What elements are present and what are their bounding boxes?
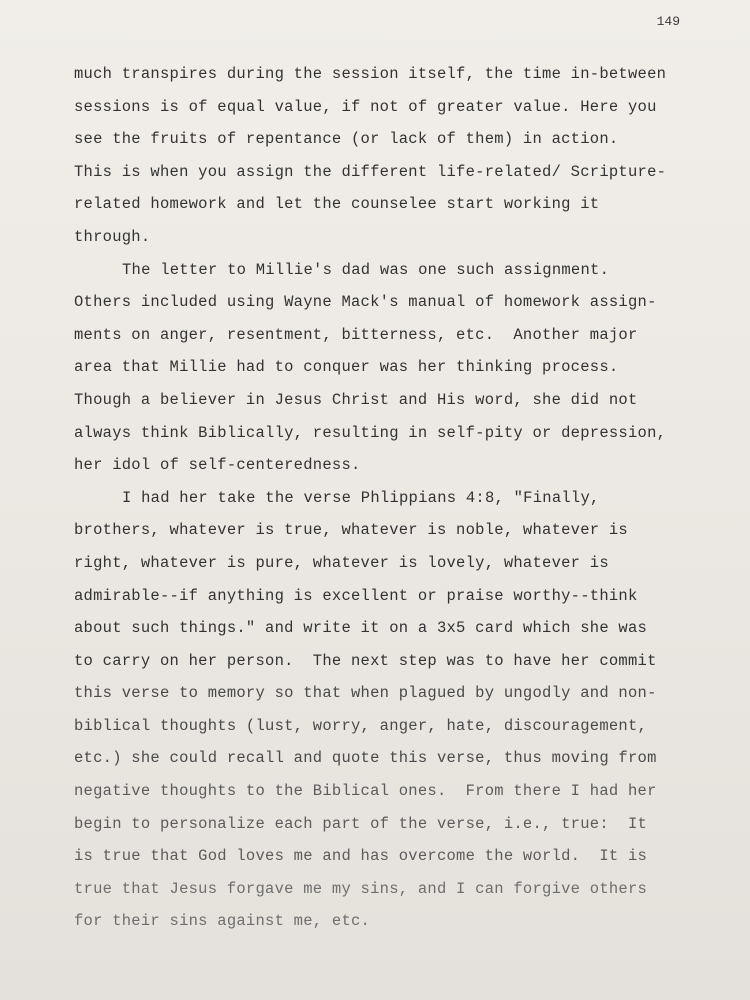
text-line: to carry on her person. The next step was to have her commit <box>74 651 657 670</box>
text-line: etc.) she could recall and quote this verse, thus moving from <box>74 749 657 768</box>
text-line: much transpires during the session itself, the time in-between <box>74 65 667 83</box>
text-line: area that Millie had to conquer was her thinking process. <box>74 358 619 377</box>
text-line: through. <box>74 227 151 246</box>
text-line: Others included using Wayne Mack's manual of homework assign- <box>74 293 657 312</box>
body-text <box>74 58 714 938</box>
text-line: brothers, whatever is true, whatever is noble, whatever is <box>74 521 628 540</box>
text-line: admirable--if anything is excellent or praise worthy--think <box>74 586 638 605</box>
text-line: about such things." and write it on a 3x5 card which she was <box>74 619 648 638</box>
text-line: biblical thoughts (lust, worry, anger, hate, discouragement, <box>74 716 648 735</box>
text-line: see the fruits of repentance (or lack of them) in action. <box>74 130 619 149</box>
text-line: ments on anger, resentment, bitterness, etc. Another major <box>74 325 638 344</box>
text-line: begin to personalize each part of the verse, i.e., true: It <box>74 814 648 833</box>
paragraph-start-line: I had her take the verse Phlippians 4:8, "Finally, <box>122 488 600 507</box>
page-number: 149 <box>656 14 680 29</box>
text-line: related homework and let the counselee start working it <box>74 195 600 214</box>
text-line: this verse to memory so that when plagued by ungodly and non- <box>74 684 657 703</box>
text-line: is true that God loves me and has overcome the world. It is <box>74 847 648 866</box>
text-line: right, whatever is pure, whatever is lovely, whatever is <box>74 553 609 572</box>
text-line: negative thoughts to the Biblical ones. From there I had her <box>74 782 657 801</box>
text-line: for their sins against me, etc. <box>74 912 371 931</box>
paragraph-start-line: The letter to Millie's dad was one such assignment. <box>122 260 610 279</box>
text-line: always think Biblically, resulting in self-pity or depression, <box>74 423 667 442</box>
text-line: This is when you assign the different life-related/ Scripture- <box>74 162 667 181</box>
text-line: sessions is of equal value, if not of greater value. Here you <box>74 97 657 116</box>
text-line: Though a believer in Jesus Christ and His word, she did not <box>74 390 638 409</box>
text-line: her idol of self-centeredness. <box>74 456 361 475</box>
text-line: true that Jesus forgave me my sins, and I can forgive others <box>74 879 648 898</box>
